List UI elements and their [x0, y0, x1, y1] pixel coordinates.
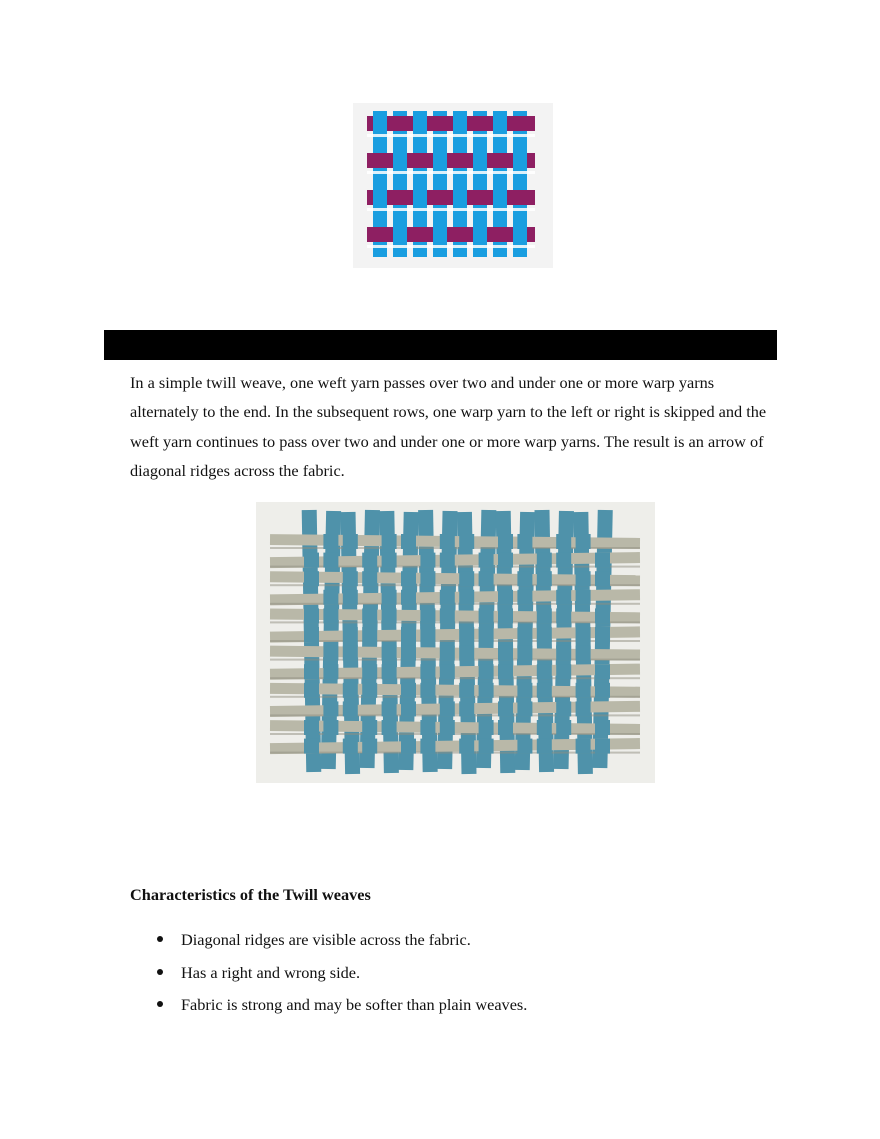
warp-over-segment — [493, 115, 507, 132]
warp-over-segment — [556, 664, 571, 679]
warp-over-segment — [323, 553, 338, 568]
weft-yarn — [367, 227, 535, 242]
warp-over-segment — [498, 720, 513, 735]
warp-over-segment — [362, 664, 377, 679]
warp-over-segment — [595, 627, 610, 642]
warp-over-segment — [556, 646, 571, 661]
warp-over-segment — [459, 571, 474, 586]
warp-over-segment — [362, 720, 377, 735]
warp-over-segment — [498, 608, 513, 623]
bullet-icon — [157, 936, 163, 942]
warp-over-segment — [473, 226, 487, 243]
redacted-heading-bar — [104, 330, 777, 360]
warp-over-segment — [401, 683, 416, 698]
warp-over-segment — [479, 627, 494, 642]
list-item — [130, 989, 770, 1022]
warp-over-segment — [420, 608, 435, 623]
warp-over-segment — [595, 664, 610, 679]
warp-over-segment — [479, 683, 494, 698]
warp-over-segment — [440, 701, 455, 716]
warp-over-segment — [440, 553, 455, 568]
warp-over-segment — [343, 739, 358, 754]
warp-over-segment — [537, 571, 552, 586]
warp-over-segment — [373, 115, 387, 132]
warp-over-segment — [343, 683, 358, 698]
warp-over-segment — [323, 534, 338, 549]
warp-over-segment — [304, 720, 319, 735]
warp-over-segment — [343, 646, 358, 661]
warp-over-segment — [401, 627, 416, 642]
warp-over-segment — [459, 627, 474, 642]
warp-over-segment — [420, 627, 435, 642]
weft-gap-line — [367, 171, 535, 174]
warp-over-segment — [304, 608, 319, 623]
warp-over-segment — [440, 720, 455, 735]
warp-over-segment — [304, 739, 319, 754]
weft-gap-line — [367, 245, 535, 248]
warp-over-segment — [401, 571, 416, 586]
warp-over-segment — [459, 590, 474, 605]
list-item-text: Fabric is strong and may be softer than plain weaves. — [181, 995, 528, 1014]
warp-over-segment — [413, 189, 427, 206]
warp-over-segment — [401, 739, 416, 754]
warp-over-segment — [362, 571, 377, 586]
warp-over-segment — [382, 701, 397, 716]
warp-over-segment — [304, 627, 319, 642]
warp-over-segment — [556, 534, 571, 549]
warp-over-segment — [479, 739, 494, 754]
warp-over-segment — [595, 720, 610, 735]
warp-over-segment — [517, 739, 532, 754]
warp-over-segment — [382, 590, 397, 605]
bullet-icon — [157, 969, 163, 975]
warp-over-segment — [459, 701, 474, 716]
twill-weave-diagram — [256, 502, 655, 783]
warp-over-segment — [479, 664, 494, 679]
warp-over-segment — [459, 534, 474, 549]
warp-over-segment — [343, 701, 358, 716]
warp-over-segment — [401, 646, 416, 661]
warp-over-segment — [440, 646, 455, 661]
weft-yarn — [367, 116, 535, 131]
warp-over-segment — [517, 627, 532, 642]
warp-over-segment — [420, 739, 435, 754]
warp-over-segment — [576, 571, 591, 586]
warp-over-segment — [576, 627, 591, 642]
warp-over-segment — [323, 720, 338, 735]
warp-over-segment — [433, 152, 447, 169]
warp-over-segment — [479, 553, 494, 568]
list-item — [130, 924, 770, 957]
warp-over-segment — [498, 664, 513, 679]
warp-over-segment — [537, 627, 552, 642]
warp-over-segment — [343, 534, 358, 549]
warp-over-segment — [323, 608, 338, 623]
warp-over-segment — [420, 553, 435, 568]
list-item-text: Diagonal ridges are visible across the fabric. — [181, 930, 471, 949]
warp-over-segment — [362, 739, 377, 754]
warp-over-segment — [401, 701, 416, 716]
warp-over-segment — [556, 608, 571, 623]
warp-over-segment — [576, 534, 591, 549]
warp-over-segment — [595, 608, 610, 623]
warp-over-segment — [517, 571, 532, 586]
warp-over-segment — [595, 571, 610, 586]
warp-over-segment — [517, 701, 532, 716]
warp-over-segment — [433, 226, 447, 243]
bullet-icon — [157, 1001, 163, 1007]
warp-over-segment — [473, 152, 487, 169]
warp-over-segment — [440, 608, 455, 623]
warp-over-segment — [479, 571, 494, 586]
warp-over-segment — [537, 739, 552, 754]
warp-over-segment — [393, 152, 407, 169]
warp-over-segment — [401, 590, 416, 605]
weft-yarn — [367, 190, 535, 205]
warp-over-segment — [556, 553, 571, 568]
warp-over-segment — [498, 553, 513, 568]
warp-over-segment — [576, 683, 591, 698]
warp-over-segment — [382, 608, 397, 623]
warp-over-segment — [556, 590, 571, 605]
warp-over-segment — [401, 534, 416, 549]
list-item — [130, 957, 770, 990]
characteristics-list — [130, 924, 770, 1022]
warp-over-segment — [513, 152, 527, 169]
warp-over-segment — [362, 683, 377, 698]
warp-over-segment — [537, 553, 552, 568]
warp-over-segment — [382, 720, 397, 735]
list-item-text: Has a right and wrong side. — [181, 962, 361, 982]
warp-over-segment — [323, 646, 338, 661]
warp-over-segment — [537, 664, 552, 679]
warp-over-segment — [362, 627, 377, 642]
warp-over-segment — [498, 701, 513, 716]
warp-over-segment — [453, 115, 467, 132]
weft-gap-line — [367, 134, 535, 137]
warp-over-segment — [420, 664, 435, 679]
warp-over-segment — [517, 534, 532, 549]
section-heading: Characteristics of the Twill weaves — [130, 885, 371, 904]
warp-over-segment — [343, 571, 358, 586]
warp-over-segment — [576, 646, 591, 661]
weft-yarn — [367, 153, 535, 168]
warp-over-segment — [453, 189, 467, 206]
warp-over-segment — [459, 646, 474, 661]
warp-over-segment — [382, 534, 397, 549]
warp-over-segment — [413, 115, 427, 132]
warp-over-segment — [479, 608, 494, 623]
warp-over-segment — [343, 627, 358, 642]
warp-over-segment — [420, 683, 435, 698]
warp-over-segment — [498, 534, 513, 549]
warp-over-segment — [304, 683, 319, 698]
warp-over-segment — [556, 720, 571, 735]
warp-over-segment — [498, 646, 513, 661]
warp-over-segment — [537, 608, 552, 623]
warp-over-segment — [420, 720, 435, 735]
warp-over-segment — [517, 646, 532, 661]
warp-over-segment — [343, 590, 358, 605]
warp-over-segment — [595, 683, 610, 698]
warp-over-segment — [323, 664, 338, 679]
warp-over-segment — [576, 739, 591, 754]
warp-over-segment — [513, 226, 527, 243]
weft-gap-line — [367, 208, 535, 211]
warp-over-segment — [517, 590, 532, 605]
warp-over-segment — [440, 534, 455, 549]
warp-over-segment — [595, 553, 610, 568]
warp-over-segment — [556, 701, 571, 716]
warp-over-segment — [304, 571, 319, 586]
warp-over-segment — [493, 189, 507, 206]
warp-over-segment — [304, 664, 319, 679]
plain-weave-diagram — [353, 103, 553, 268]
warp-over-segment — [362, 553, 377, 568]
warp-over-segment — [362, 608, 377, 623]
warp-over-segment — [304, 553, 319, 568]
warp-over-segment — [382, 646, 397, 661]
warp-over-segment — [537, 683, 552, 698]
twill-description: In a simple twill weave, one weft yarn passes over two and under one or more warp yarns alternately to the end. In the subsequent rows, one warp yarn to the left or right is skipped and the weft yarn continues to pass over two and under one or more warp yarns. The result is an arrow of diagonal ridges across the fabric. — [130, 373, 767, 481]
warp-over-segment — [323, 701, 338, 716]
warp-over-segment — [517, 683, 532, 698]
warp-over-segment — [498, 590, 513, 605]
warp-over-segment — [420, 571, 435, 586]
warp-over-segment — [373, 189, 387, 206]
warp-over-segment — [537, 720, 552, 735]
warp-over-segment — [459, 739, 474, 754]
warp-over-segment — [440, 590, 455, 605]
warp-over-segment — [595, 739, 610, 754]
warp-over-segment — [479, 720, 494, 735]
warp-over-segment — [440, 664, 455, 679]
warp-over-segment — [393, 226, 407, 243]
warp-over-segment — [459, 683, 474, 698]
warp-over-segment — [382, 664, 397, 679]
warp-over-segment — [382, 553, 397, 568]
warp-over-segment — [576, 701, 591, 716]
warp-over-segment — [323, 590, 338, 605]
warp-over-segment — [576, 590, 591, 605]
